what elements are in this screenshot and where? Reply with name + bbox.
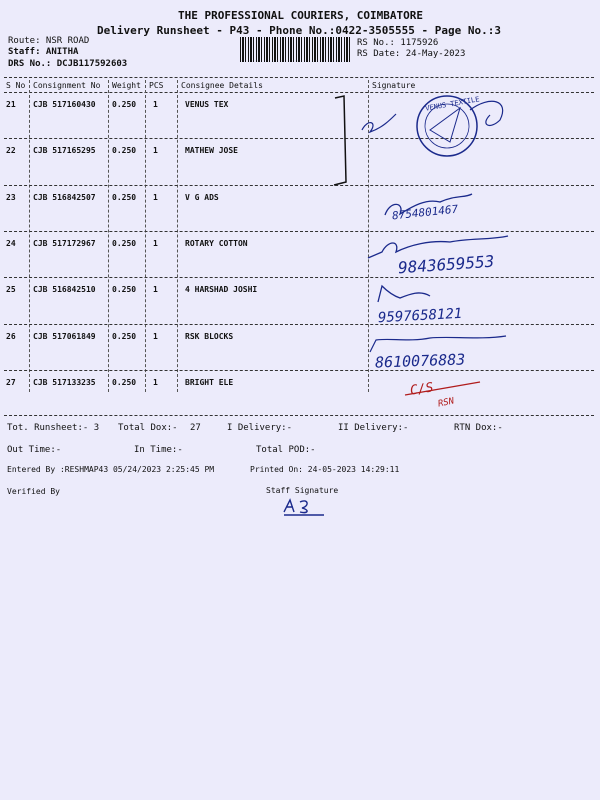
total-dox-label: Total Dox:- <box>118 423 178 433</box>
staff-signature-label: Staff Signature <box>266 486 339 495</box>
col-signature: Signature <box>372 81 416 90</box>
staff-label: Staff: ANITHA <box>8 47 79 57</box>
handwritten-phone-23: 8754801467 <box>391 202 459 223</box>
handwritten-phone-26: 8610076883 <box>374 350 466 372</box>
out-time: Out Time:- <box>7 445 62 455</box>
col-pcs: PCS <box>149 81 164 90</box>
row-sno: 23 <box>6 192 16 202</box>
row-consignee: 4 HARSHAD JOSHI <box>185 285 258 295</box>
drs-number: DRS No.: DCJB117592603 <box>8 59 128 69</box>
company-title: THE PROFESSIONAL COURIERS, COIMBATORE <box>178 9 424 22</box>
row-pcs: 1 <box>153 238 158 248</box>
row-consignment: CJB 517160430 <box>33 100 96 109</box>
stamp-text: VENUS TEXTILE <box>424 95 481 113</box>
col-sep <box>108 80 109 392</box>
row-consignment: CJB 517061849 <box>33 331 96 341</box>
row-sno: 22 <box>6 146 16 156</box>
col-consignee: Consignee Details <box>181 81 263 90</box>
row-pcs: 1 <box>153 285 158 295</box>
row-consignee: MATHEW JOSE <box>185 146 238 156</box>
row-sno: 26 <box>6 331 16 341</box>
handwritten-phone-24: 9843659553 <box>397 251 495 278</box>
col-sep <box>145 80 146 392</box>
row-weight: 0.250 <box>112 331 137 341</box>
row-weight: 0.250 <box>112 238 137 248</box>
total-pod: Total POD:- <box>256 445 316 455</box>
row-weight: 0.250 <box>112 377 137 387</box>
row-sno: 27 <box>6 377 16 387</box>
route-label: Route: NSR ROAD <box>8 36 90 46</box>
row-consignment: CJB 517165295 <box>33 146 96 156</box>
row-consignee: RSK BLOCKS <box>185 331 234 341</box>
row-pcs: 1 <box>153 100 158 109</box>
row-consignee: VENUS TEX <box>185 100 229 109</box>
row-pcs: 1 <box>153 377 158 387</box>
header-top-rule <box>4 77 594 78</box>
handwritten-phone-25: 9597658121 <box>377 305 463 327</box>
staff-signature-mark <box>280 496 330 518</box>
barcode <box>240 37 350 62</box>
col-sep <box>29 80 30 392</box>
entered-by: Entered By :RESHMAP43 05/24/2023 2:25:45 PM <box>7 465 215 474</box>
row-weight: 0.250 <box>112 100 137 109</box>
printed-on: Printed On: 24-05-2023 14:29:11 <box>250 465 400 474</box>
row-consignee: V G ADS <box>185 192 219 202</box>
runsheet-subtitle: Delivery Runsheet - P43 - Phone No.:0422-3505555 - Page No.:3 <box>97 24 501 37</box>
row-consignment: CJB 517172967 <box>33 238 96 248</box>
total-dox-value: 27 <box>190 423 201 433</box>
i-delivery: I Delivery:- <box>227 423 293 433</box>
rs-number: RS No.: 1175926 <box>357 38 439 48</box>
row-consignee: ROTARY COTTON <box>185 238 248 248</box>
handwritten-note-cs: C/S <box>409 380 435 399</box>
row-consignment: CJB 517133235 <box>33 377 96 387</box>
row-sno: 24 <box>6 238 16 248</box>
row-sno: 25 <box>6 285 16 295</box>
col-sep <box>177 80 178 392</box>
row-consignee: BRIGHT ELE <box>185 377 234 387</box>
row-weight: 0.250 <box>112 192 137 202</box>
ii-delivery: II Delivery:- <box>338 423 409 433</box>
in-time: In Time:- <box>134 445 183 455</box>
row-pcs: 1 <box>153 331 158 341</box>
row-consignment: CJB 516842510 <box>33 285 96 295</box>
totals-rule <box>4 415 594 416</box>
row-pcs: 1 <box>153 192 158 202</box>
col-consignment: Consignment No <box>33 81 101 90</box>
total-runsheet: Tot. Runsheet:- 3 <box>7 423 100 433</box>
handwritten-note-rsn: RSN <box>437 396 456 410</box>
col-sno: S No <box>6 81 26 90</box>
row-pcs: 1 <box>153 146 158 156</box>
rtn-dox: RTN Dox:- <box>454 423 503 433</box>
verified-by: Verified By <box>7 487 60 496</box>
row-weight: 0.250 <box>112 146 137 156</box>
row-sno: 21 <box>6 100 16 109</box>
row-weight: 0.250 <box>112 285 137 295</box>
rs-date: RS Date: 24-May-2023 <box>357 49 466 59</box>
row-consignment: CJB 516842507 <box>33 192 96 202</box>
col-weight: Weight <box>112 81 141 90</box>
